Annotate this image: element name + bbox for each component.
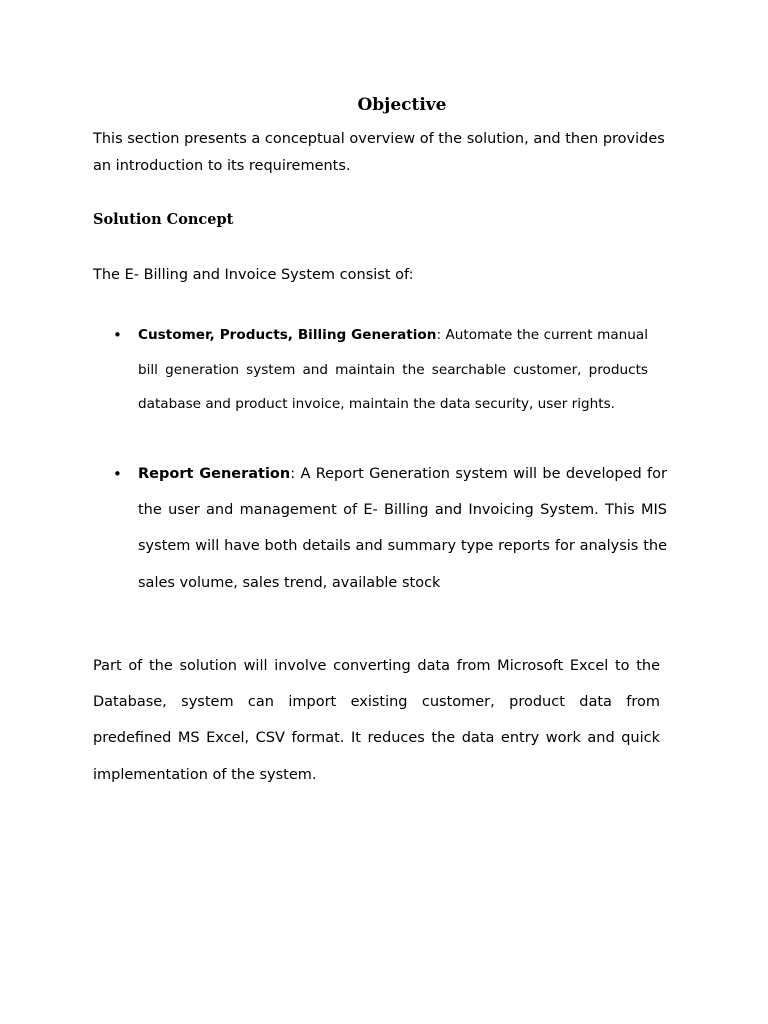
bullet-text: : A Report Generation system will be developed for the user and management of E- Billing and Invoicing System. This MIS system will have both details and summary type reports for analysis the sales volume, sales trend, available stock: [138, 466, 667, 591]
closing-paragraph: Part of the solution will involve converting data from Microsoft Excel to the Database, system can import existing customer, product data from predefined MS Excel, CSV format. It reduces the data entry work and quick implementation of the system.: [93, 658, 660, 783]
page-title: Objective: [357, 95, 447, 115]
bullet-item-billing: [113, 318, 648, 422]
bullet-item-report: [113, 456, 667, 601]
bullet-icon: •: [113, 465, 122, 483]
bullet-term: Customer, Products, Billing Generation: [138, 327, 437, 343]
intro-paragraph: This section presents a conceptual overview of the solution, and then provides an introduction to its requirements.: [93, 131, 665, 174]
section-heading: Solution Concept: [93, 211, 234, 228]
bullet-icon: •: [113, 326, 122, 344]
bullet-term: Report Generation: [138, 466, 291, 482]
bullet-text: : Automate the current manual bill generation system and maintain the searchable customer, products database and product invoice, maintain the data security, user rights.: [138, 327, 648, 413]
lead-paragraph: The E- Billing and Invoice System consist of:: [93, 267, 414, 283]
